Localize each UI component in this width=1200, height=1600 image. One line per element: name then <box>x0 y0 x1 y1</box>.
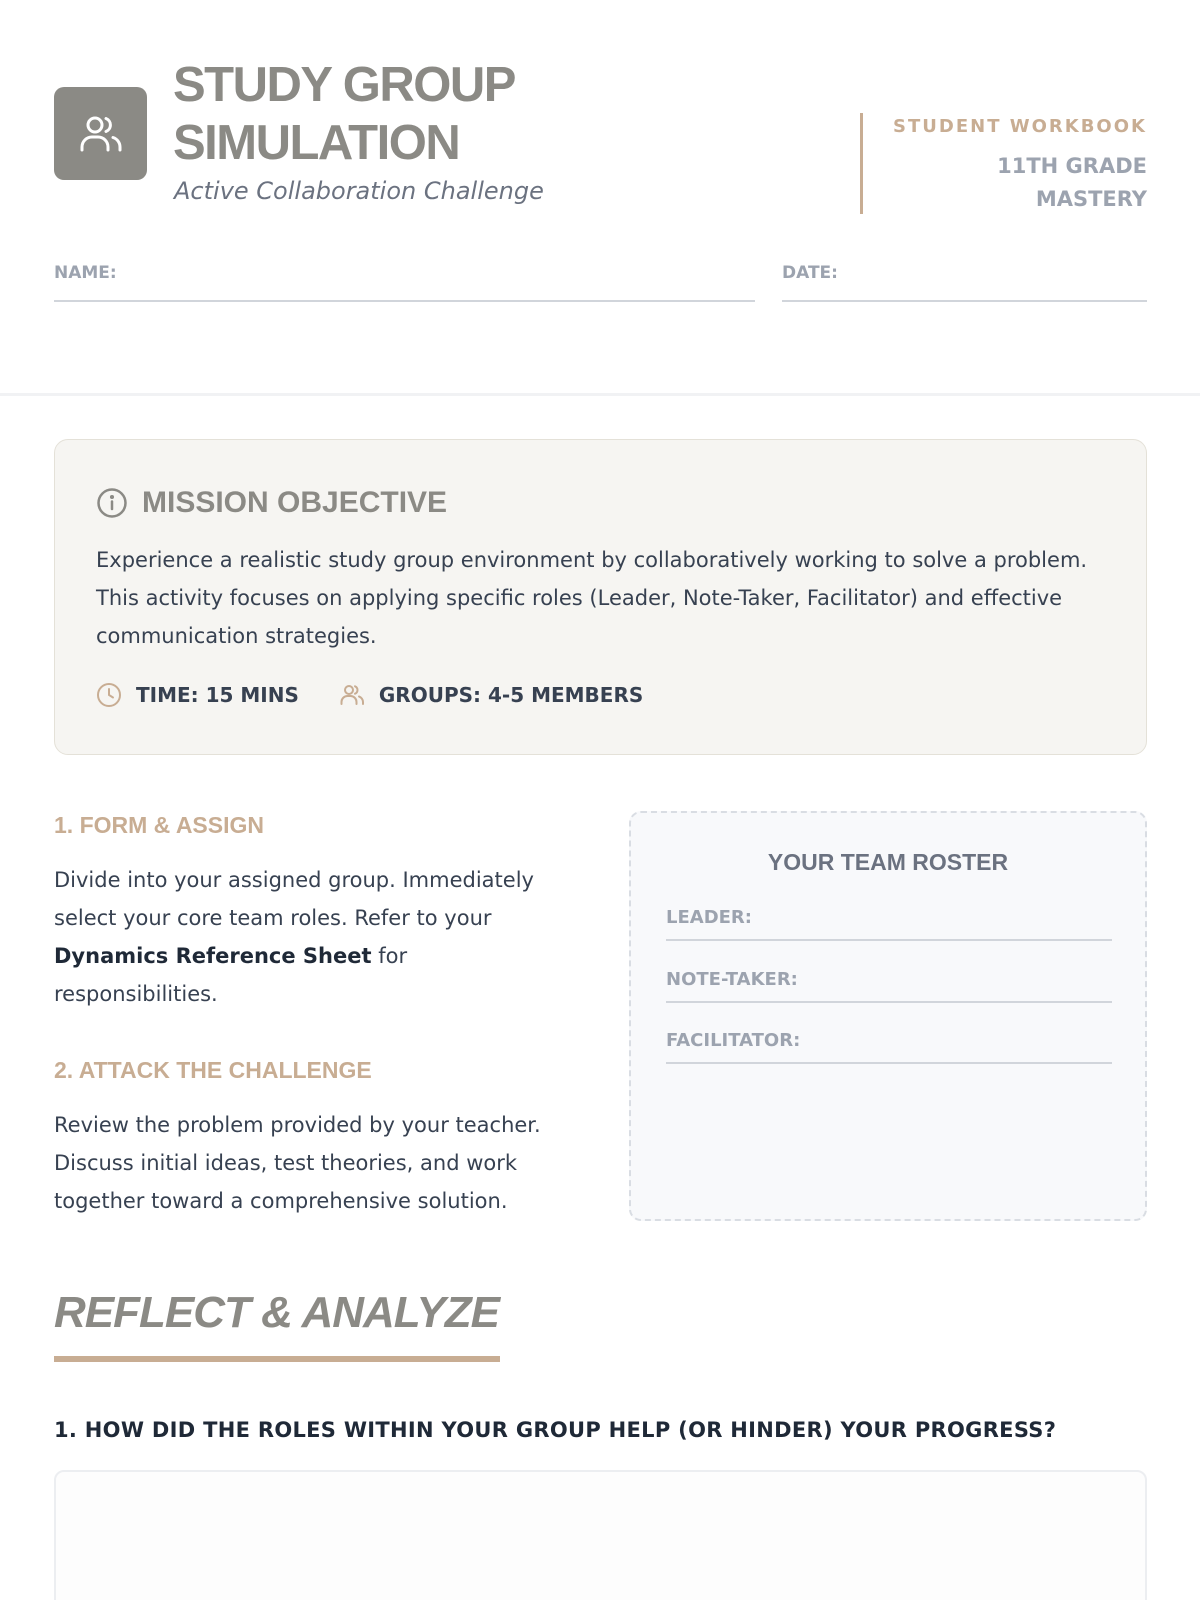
groups-label: GROUPS: 4-5 MEMBERS <box>378 683 644 707</box>
clock-icon <box>96 682 122 708</box>
reflect-underline <box>54 1356 500 1362</box>
name-label: NAME: <box>54 263 117 283</box>
step1-heading: 1. FORM & ASSIGN <box>54 812 264 838</box>
header-divider <box>860 113 863 214</box>
step1-body <box>54 861 574 1013</box>
page-title-line2: SIMULATION <box>173 116 460 170</box>
time-label: TIME: 15 MINS <box>136 683 299 707</box>
leader-label: LEADER: <box>666 907 752 928</box>
mission-title: MISSION OBJECTIVE <box>142 486 448 519</box>
grade-line1: 11TH GRADE <box>997 154 1147 178</box>
page-subtitle: Active Collaboration Challenge <box>174 177 544 205</box>
reflect-heading: REFLECT & ANALYZE <box>54 1288 499 1337</box>
logo <box>54 87 147 180</box>
info-icon <box>96 487 128 519</box>
page-title <box>173 56 733 172</box>
groups-info <box>339 682 643 708</box>
mission-heading <box>96 486 447 520</box>
leader-field[interactable] <box>666 907 1112 941</box>
step2-body: Review the problem provided by your teacher. Discuss initial ideas, test theories, and work together toward a comprehensive solution. <box>54 1113 541 1213</box>
step1-body-end: for responsibilities. <box>54 944 408 1006</box>
mission-meta <box>96 682 683 708</box>
page-title-line1: STUDY GROUP <box>173 58 515 112</box>
facilitator-label: FACILITATOR: <box>666 1030 801 1051</box>
users-icon <box>77 110 125 158</box>
date-label: DATE: <box>782 263 838 283</box>
step1-body-text: Divide into your assigned group. Immediately select your core team roles. Refer to your <box>54 868 534 930</box>
grade-label <box>947 150 1147 216</box>
mission-description: Experience a realistic study group environment by collaboratively working to solve a problem. This activity focuses on applying specific roles (Leader, Note-Taker, Facilitator) and effective communication strategies. <box>96 548 1088 648</box>
date-field[interactable] <box>782 263 1147 302</box>
facilitator-field[interactable] <box>666 1030 1112 1064</box>
reference-sheet-name: Dynamics Reference Sheet <box>54 944 372 968</box>
workbook-label: STUDENT WORKBOOK <box>893 116 1147 137</box>
worksheet-header <box>0 0 1200 396</box>
team-roster <box>629 811 1147 1221</box>
answer-box-1[interactable] <box>54 1470 1147 1600</box>
question-1: 1. HOW DID THE ROLES WITHIN YOUR GROUP HELP (OR HINDER) YOUR PROGRESS? <box>54 1418 1057 1442</box>
step2-heading: 2. ATTACK THE CHALLENGE <box>54 1057 372 1083</box>
roster-title: YOUR TEAM ROSTER <box>767 849 1009 875</box>
mission-objective-card <box>54 439 1147 755</box>
grade-line2: MASTERY <box>1035 187 1147 211</box>
users-icon <box>339 682 365 708</box>
note-taker-field[interactable] <box>666 969 1112 1003</box>
note-taker-label: NOTE-TAKER: <box>666 969 798 990</box>
name-field[interactable] <box>54 263 755 302</box>
time-info <box>96 682 299 708</box>
